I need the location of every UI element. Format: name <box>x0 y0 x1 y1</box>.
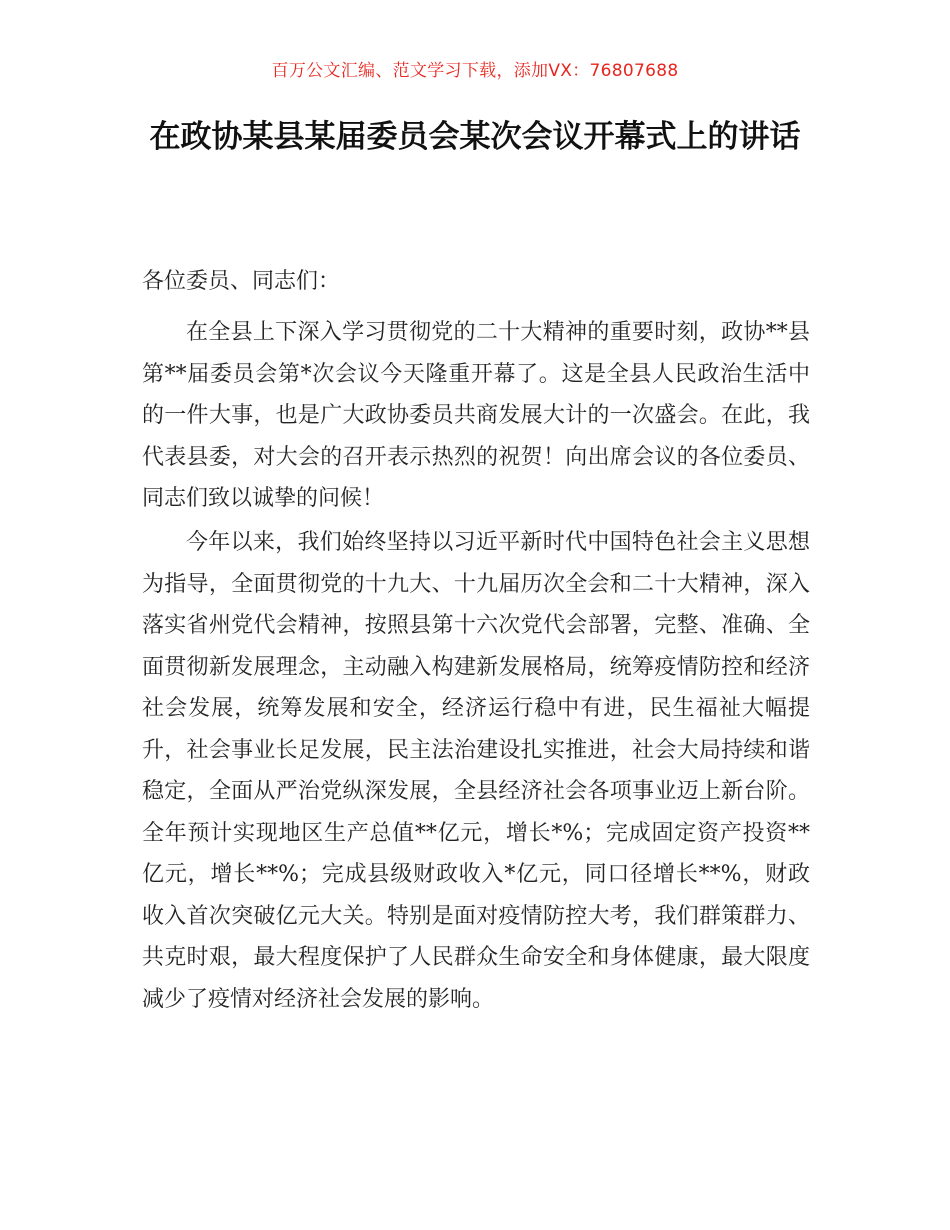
document-title: 在政协某县某届委员会某次会议开幕式上的讲话 <box>149 119 801 155</box>
salutation: 各位委员、同志们： <box>142 269 341 294</box>
header-watermark-note: 百万公文汇编、范文学习下载，添加VX：76807688 <box>271 61 679 81</box>
body-paragraph-1: 在全县上下深入学习贯彻党的二十大精神的重要时刻，政协**县第**届委员会第*次会议今天隆重开幕了。这是全县人民政治生活中的一件大事，也是广大政协委员共商发展大计的一次盛会。在此，我代表县委，对大会的召开表示热烈的祝贺！向出席会议的各位委员、同志们致以诚挚的问候！ <box>142 320 810 511</box>
body-paragraph-2: 今年以来，我们始终坚持以习近平新时代中国特色社会主义思想为指导，全面贯彻党的十九大、十九届历次全会和二十大精神，深入落实省州党代会精神，按照县第十六次党代会部署，完整、准确、全面贯彻新发展理念，主动融入构建新发展格局，统筹疫情防控和经济社会发展，统筹发展和安全，经济运行稳中有进，民生福祉大幅提升，社会事业长足发展，民主法治建设扎实推进，社会大局持续和谐稳定，全面从严治党纵深发展，全县经济社会各项事业迈上新台阶。全年预计实现地区生产总值**亿元，增长*%；完成固定资产投资**亿元，增长**%；完成县级财政收入*亿元，同口径增长**%，财政收入首次突破亿元大关。特别是面对疫情防控大考，我们群策群力、共克时艰，最大程度保护了人民群众生命安全和身体健康，最大限度减少了疫情对经济社会发展的影响。 <box>142 530 810 1012</box>
